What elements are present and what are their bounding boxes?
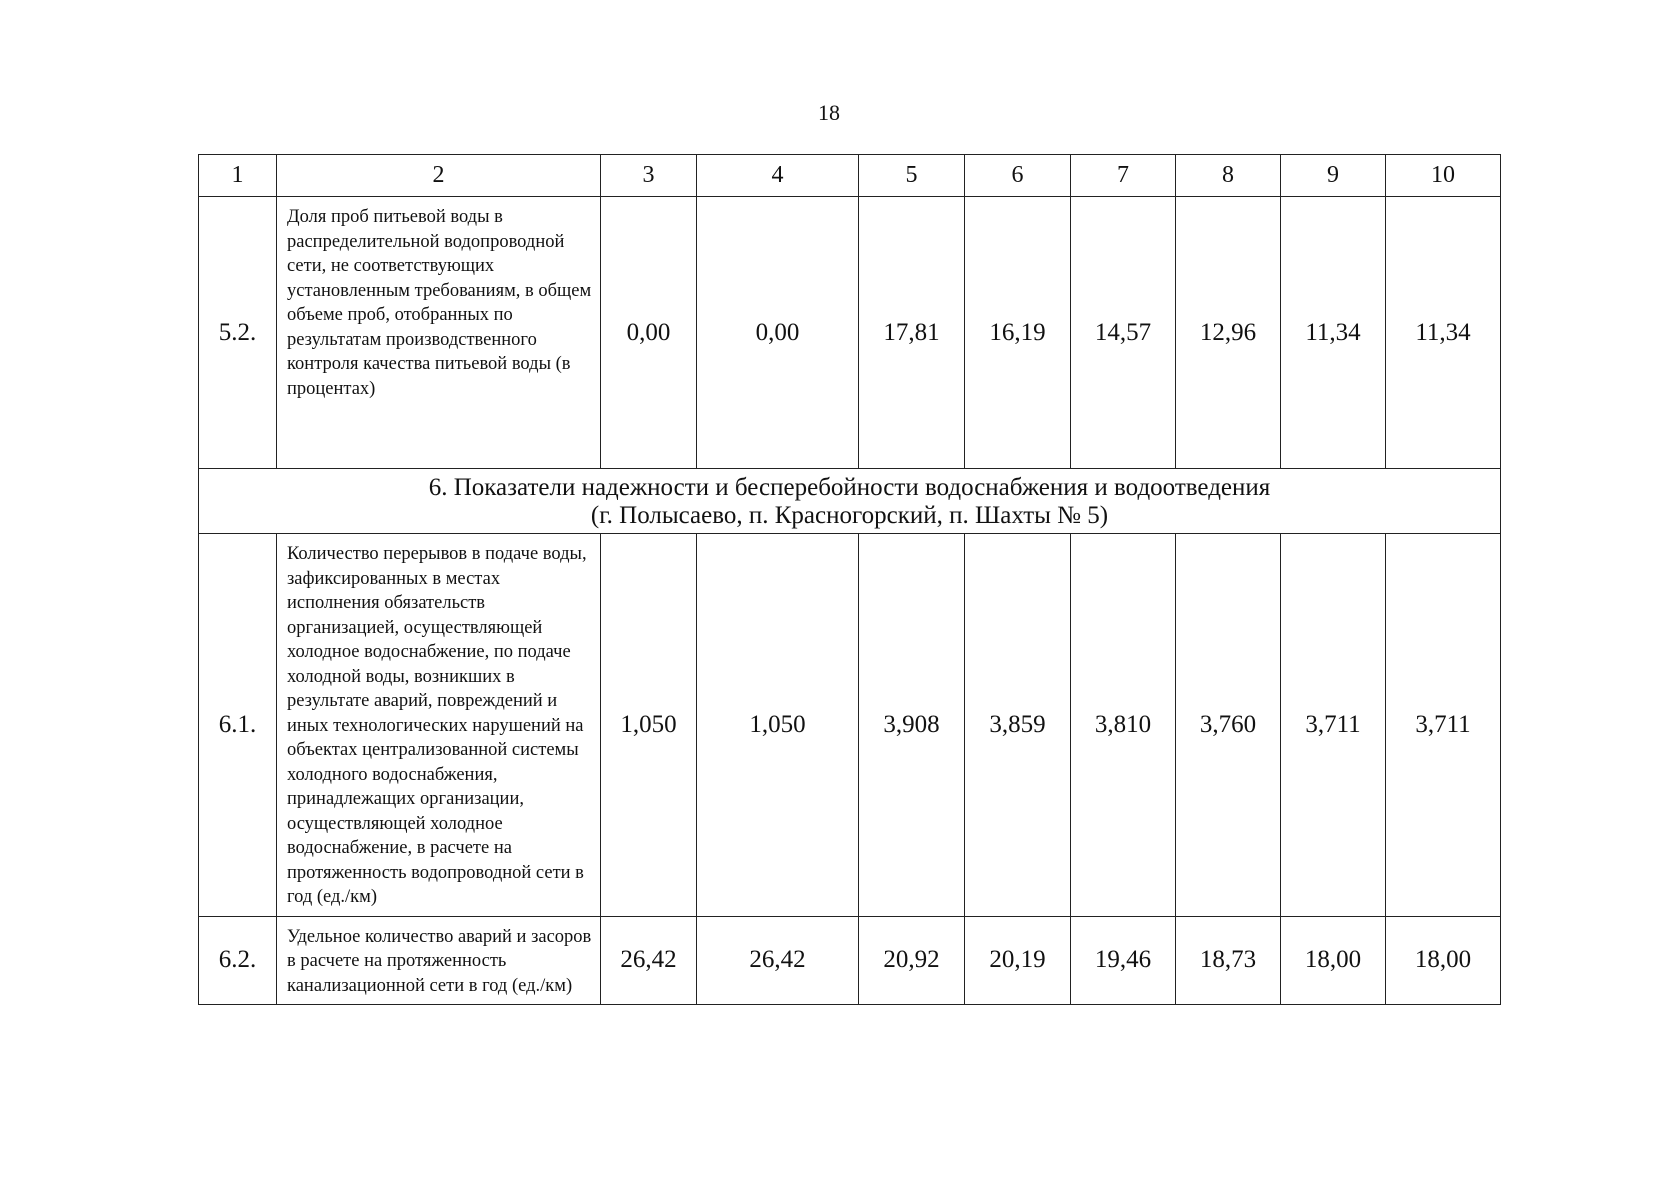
section-6-row xyxy=(199,469,1501,534)
header-cell: 1 xyxy=(199,155,277,197)
table-header-row xyxy=(199,155,1501,197)
value-cell: 3,711 xyxy=(1386,534,1501,917)
section-subtitle: (г. Полысаево, п. Красногорский, п. Шахты № 5) xyxy=(590,502,1109,529)
header-cell: 4 xyxy=(697,155,859,197)
header-cell: 7 xyxy=(1071,155,1176,197)
value-cell: 11,34 xyxy=(1386,197,1501,469)
value-cell: 18,73 xyxy=(1176,916,1281,1005)
value-cell: 26,42 xyxy=(697,916,859,1005)
value-cell: 14,57 xyxy=(1071,197,1176,469)
row-description: Доля проб питьевой воды в распределительной водопроводной сети, не соответствующих установленным требованиям, в общем объеме проб, отобранных по результатам производственного контроля качества питьевой воды (в процентах) xyxy=(277,197,601,469)
table-row-5-2 xyxy=(199,197,1501,469)
value-cell: 17,81 xyxy=(859,197,965,469)
value-cell: 3,908 xyxy=(859,534,965,917)
section-title: 6. Показатели надежности и бесперебойности водоснабжения и водоотведения xyxy=(428,474,1271,501)
value-cell: 3,810 xyxy=(1071,534,1176,917)
row-code: 6.1. xyxy=(199,534,277,917)
header-cell: 5 xyxy=(859,155,965,197)
header-cell: 8 xyxy=(1176,155,1281,197)
row-description: Количество перерывов в подаче воды, зафиксированных в местах исполнения обязательств организацией, осуществляющей холодное водоснабжение, по подаче холодной воды, возникших в результате аварий, повреждений и иных технологических нарушений на объектах централизованной системы холодного водоснабжения, принадлежащих организации, осуществляющей холодное водоснабжение, в расчете на протяженность водопроводной сети в год (ед./км) xyxy=(277,534,601,917)
table-row-6-1 xyxy=(199,534,1501,917)
value-cell: 16,19 xyxy=(965,197,1071,469)
value-cell: 11,34 xyxy=(1281,197,1386,469)
row-description: Удельное количество аварий и засоров в расчете на протяженность канализационной сети в год (ед./км) xyxy=(277,916,601,1005)
indicators-table xyxy=(198,154,1501,1005)
table-row-6-2 xyxy=(199,916,1501,1005)
section-heading xyxy=(199,469,1501,534)
value-cell: 1,050 xyxy=(601,534,697,917)
row-code: 5.2. xyxy=(199,197,277,469)
row-code: 6.2. xyxy=(199,916,277,1005)
value-cell: 3,711 xyxy=(1281,534,1386,917)
page-number: 18 xyxy=(818,100,840,125)
value-cell: 18,00 xyxy=(1281,916,1386,1005)
value-cell: 20,92 xyxy=(859,916,965,1005)
value-cell: 19,46 xyxy=(1071,916,1176,1005)
value-cell: 12,96 xyxy=(1176,197,1281,469)
value-cell: 20,19 xyxy=(965,916,1071,1005)
value-cell: 0,00 xyxy=(697,197,859,469)
header-cell: 2 xyxy=(277,155,601,197)
header-cell: 10 xyxy=(1386,155,1501,197)
header-cell: 3 xyxy=(601,155,697,197)
value-cell: 3,760 xyxy=(1176,534,1281,917)
value-cell: 26,42 xyxy=(601,916,697,1005)
header-cell: 9 xyxy=(1281,155,1386,197)
value-cell: 1,050 xyxy=(697,534,859,917)
value-cell: 18,00 xyxy=(1386,916,1501,1005)
value-cell: 0,00 xyxy=(601,197,697,469)
header-cell: 6 xyxy=(965,155,1071,197)
value-cell: 3,859 xyxy=(965,534,1071,917)
